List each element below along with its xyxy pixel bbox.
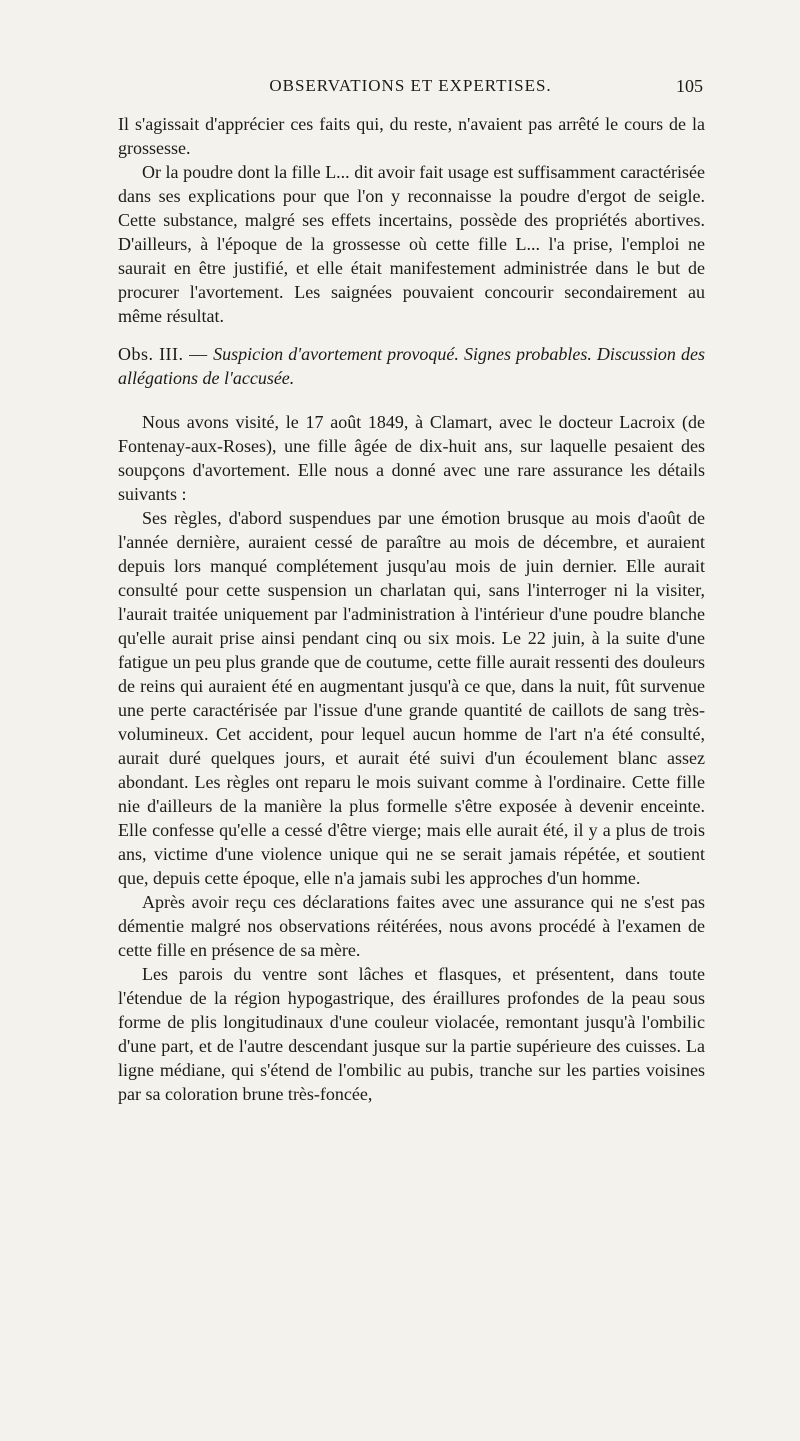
paragraph-examination: Les parois du ventre sont lâches et flasques, et présentent, dans toute l'étendue de la région hypogastrique, des éraillures profondes de la peau sous forme de plis longitudinaux d'une couleur violacée, remontant jusqu'à l'ombilic d'une part, et de l'autre descendant jusque sur la partie supérieure des cuisses. La ligne médiane, qui s'étend de l'ombilic au pubis, tranche sur les parties voisines par sa coloration brune très-foncée,	[118, 964, 705, 1104]
paragraph-continuation: Il s'agissait d'apprécier ces faits qui, du reste, n'avaient pas arrêté le cours de la grossesse.	[118, 114, 705, 158]
paragraph-declarations: Après avoir reçu ces déclarations faites avec une assurance qui ne s'est pas démentie malgré nos observations réitérées, nous avons procédé à l'examen de cette fille en présence de sa mère.	[118, 892, 705, 960]
observation-heading	[118, 342, 705, 390]
page-number: 105	[676, 76, 703, 96]
running-title: OBSERVATIONS ET EXPERTISES.	[269, 76, 552, 95]
paragraph-ergot: Or la poudre dont la fille L... dit avoir fait usage est suffisamment caractérisée dans ses explications pour que l'on y reconnaisse la poudre d'ergot de seigle. Cette substance, malgré ses effets incertains, possède des propriétés abortives. D'ailleurs, à l'époque de la grossesse où cette fille L... l'a prise, l'emploi ne saurait en être justifié, et elle était manifestement administrée dans le but de procurer l'avortement. Les saignées pouvaient concourir secondairement au même résultat.	[118, 162, 705, 326]
body-text	[118, 112, 705, 1106]
paragraph-visit: Nous avons visité, le 17 août 1849, à Clamart, avec le docteur Lacroix (de Fontenay-aux-Roses), une fille âgée de dix-huit ans, sur laquelle pesaient des soupçons d'avortement. Elle nous a donné avec une rare assurance les détails suivants :	[118, 412, 705, 504]
page-header	[118, 76, 703, 100]
observation-title: Suspicion d'avortement provoqué. Signes probables. Discussion des allégations de l'accusée.	[118, 344, 705, 388]
observation-label: Obs. III. —	[118, 344, 214, 364]
paragraph-history: Ses règles, d'abord suspendues par une émotion brusque au mois d'août de l'année dernière, auraient cessé de paraître au mois de décembre, et auraient depuis lors manqué complétement jusqu'au mois de juin dernier. Elle aurait consulté pour cette suspension un charlatan qui, sans l'interroger ni la visiter, l'aurait traitée uniquement par l'administration à l'intérieur d'une poudre blanche qu'elle aurait prise ainsi pendant cinq ou six mois. Le 22 juin, à la suite d'une fatigue un peu plus grande que de coutume, cette fille aurait ressenti des douleurs de reins qui auraient été en augmentant jusqu'à ce que, dans la nuit, fût survenue une perte caractérisée par l'issue d'une grande quantité de caillots de sang très-volumineux. Cet accident, pour lequel aucun homme de l'art n'a été consulté, aurait duré quelques jours, et aurait été suivi d'un écoulement blanc assez abondant. Les règles ont reparu le mois suivant comme à l'ordinaire. Cette fille nie d'ailleurs de la manière la plus formelle s'être exposée à devenir enceinte. Elle confesse qu'elle a cessé d'être vierge; mais elle aurait été, il y a plus de trois ans, victime d'une violence unique qui ne se serait jamais répétée, et soutient que, depuis cette époque, elle n'a jamais subi les approches d'un homme.	[118, 508, 705, 888]
